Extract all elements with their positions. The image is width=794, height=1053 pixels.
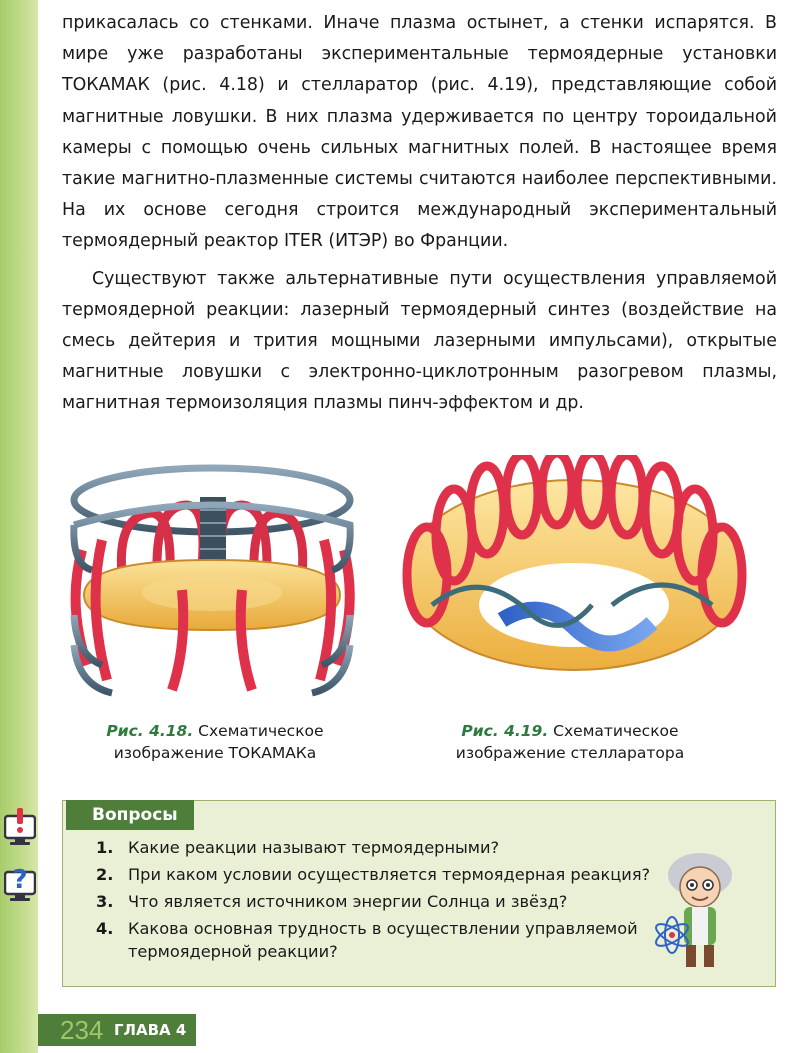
caption-text: изображение стелларатора (455, 744, 685, 762)
monitor-question-icon (4, 862, 36, 906)
questions-list (96, 836, 656, 967)
question-item (96, 890, 656, 913)
paragraph-1: прикасалась со стенками. Иначе плазма остынет, а стенки испарятся. В мире уже разработаны экспериментальные термоядерные установки ТОКАМАК (рис. 4.18) и стелларатор (рис. 4.19), представляющие собой магнитные ловушки. В них плазма удерживается по центру тороидальной камеры с помощью очень сильных магнитных полей. В настоящее время такие магнитно-плазменные системы считаются наиболее перспективными. На их основе сегодня строится международный экспериментальный термоядерный реактор ITER (ИТЭР) во Франции. (62, 13, 777, 252)
chapter-label: ГЛАВА 4 (114, 1021, 187, 1039)
caption-text: изображение ТОКАМАКа (113, 744, 317, 762)
page-number: 234 (60, 1015, 104, 1045)
figure-number: Рис. 4.19. (461, 722, 549, 740)
question-number: 1. (96, 838, 114, 857)
question-text: Какие реакции называют термоядерными? (128, 838, 500, 857)
question-number: 3. (96, 892, 114, 911)
questions-header: Вопросы (66, 800, 194, 830)
figure-4-18-caption (70, 720, 360, 764)
stellarator-figure (392, 455, 757, 695)
caption-text: Схематическое (553, 722, 679, 740)
question-text: Что является источником энергии Солнца и звёзд? (128, 892, 568, 911)
scientist-mascot-icon (650, 845, 750, 975)
question-number: 2. (96, 865, 114, 884)
question-text: Какова основная трудность в осуществлении управляемой термоядерной реакции? (128, 919, 638, 961)
question-item (96, 863, 656, 886)
figure-number: Рис. 4.18. (106, 722, 194, 740)
figure-4-19-caption (420, 720, 720, 764)
question-item (96, 836, 656, 859)
monitor-exclamation-icon (4, 808, 36, 848)
tokamak-figure (62, 455, 362, 705)
svg-text:?: ? (12, 865, 28, 895)
paragraph-2: Существуют также альтернативные пути осуществления управляемой термоядерной реакции: лазерный термоядерный синтез (воздействие на смесь дейтерия и трития мощными лазерными импульсами), открытые магнитные ловушки с электронно-циклотронным разогревом плазмы, магнитная термоизоляция плазмы пинч-эффектом и др. (62, 268, 777, 414)
question-item (96, 917, 656, 963)
caption-text: Схематическое (198, 722, 324, 740)
question-text: При каком условии осуществляется термоядерная реакция? (128, 865, 651, 884)
question-number: 4. (96, 919, 114, 938)
body-text (62, 8, 777, 420)
